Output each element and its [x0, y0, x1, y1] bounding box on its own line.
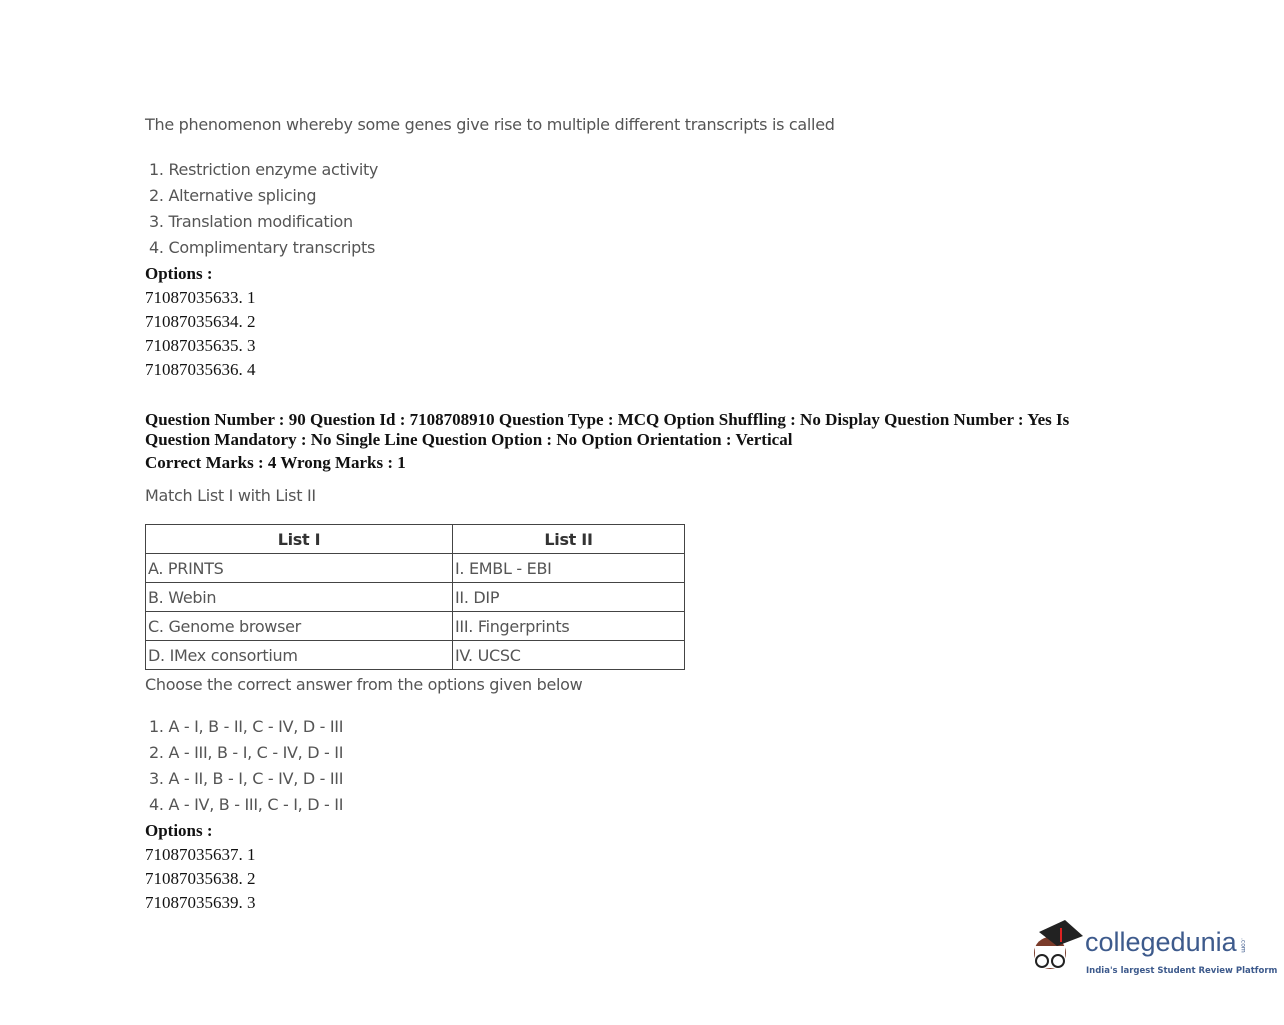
choice: 1. A - I, B - II, C - IV, D - III	[149, 717, 344, 736]
choice: 2. A - III, B - I, C - IV, D - II	[149, 743, 344, 762]
q2-choices	[145, 714, 343, 818]
table-row	[146, 641, 685, 670]
table-row	[146, 554, 685, 583]
meta-line: Question Mandatory : No Single Line Question Option : No Option Orientation : Vertical	[145, 430, 793, 449]
choice: 2. Alternative splicing	[149, 186, 317, 205]
option-id: 71087035639. 3	[145, 893, 256, 912]
logo-tagline: India's largest Student Review Platform	[1086, 966, 1278, 976]
cell: III. Fingerprints	[453, 612, 685, 641]
instruction: Choose the correct answer from the options given below	[145, 675, 583, 694]
q1-options	[145, 262, 256, 382]
table-header: List I	[146, 525, 453, 554]
options-label: Options :	[145, 264, 213, 283]
cell: D. IMex consortium	[146, 641, 453, 670]
logo-wordrow	[1085, 926, 1247, 958]
question-meta	[145, 410, 1069, 473]
cell: A. PRINTS	[146, 554, 453, 583]
table-row	[146, 612, 685, 641]
cell: B. Webin	[146, 583, 453, 612]
mascot-icon	[1025, 918, 1085, 988]
cell: II. DIP	[453, 583, 685, 612]
question-text: Match List I with List II	[145, 486, 316, 505]
q2-options	[145, 819, 256, 915]
option-id: 71087035633. 1	[145, 288, 256, 307]
cell: C. Genome browser	[146, 612, 453, 641]
table-row	[146, 583, 685, 612]
meta-line: Question Number : 90 Question Id : 7108708910 Question Type : MCQ Option Shuffling : No Display Question Number : Yes Is	[145, 410, 1070, 429]
choice: 4. A - IV, B - III, C - I, D - II	[149, 795, 344, 814]
match-table	[145, 524, 685, 670]
choice: 1. Restriction enzyme activity	[149, 160, 379, 179]
option-id: 71087035637. 1	[145, 845, 256, 864]
choice: 4. Complimentary transcripts	[149, 238, 376, 257]
option-id: 71087035634. 2	[145, 312, 256, 331]
cell: IV. UCSC	[453, 641, 685, 670]
logo-wordmark: collegedunia	[1085, 927, 1237, 957]
q1-choices	[145, 157, 378, 261]
choice: 3. Translation modification	[149, 212, 353, 231]
cell: I. EMBL - EBI	[453, 554, 685, 583]
collegedunia-logo	[1025, 918, 1278, 990]
table-header: List II	[453, 525, 685, 554]
marks-line: Correct Marks : 4 Wrong Marks : 1	[145, 453, 406, 472]
choice: 3. A - II, B - I, C - IV, D - III	[149, 769, 344, 788]
question-text: The phenomenon whereby some genes give rise to multiple different transcripts is called	[145, 115, 835, 134]
options-label: Options :	[145, 821, 213, 840]
option-id: 71087035636. 4	[145, 360, 256, 379]
logo-suffix: .com	[1239, 938, 1247, 953]
option-id: 71087035638. 2	[145, 869, 256, 888]
option-id: 71087035635. 3	[145, 336, 256, 355]
